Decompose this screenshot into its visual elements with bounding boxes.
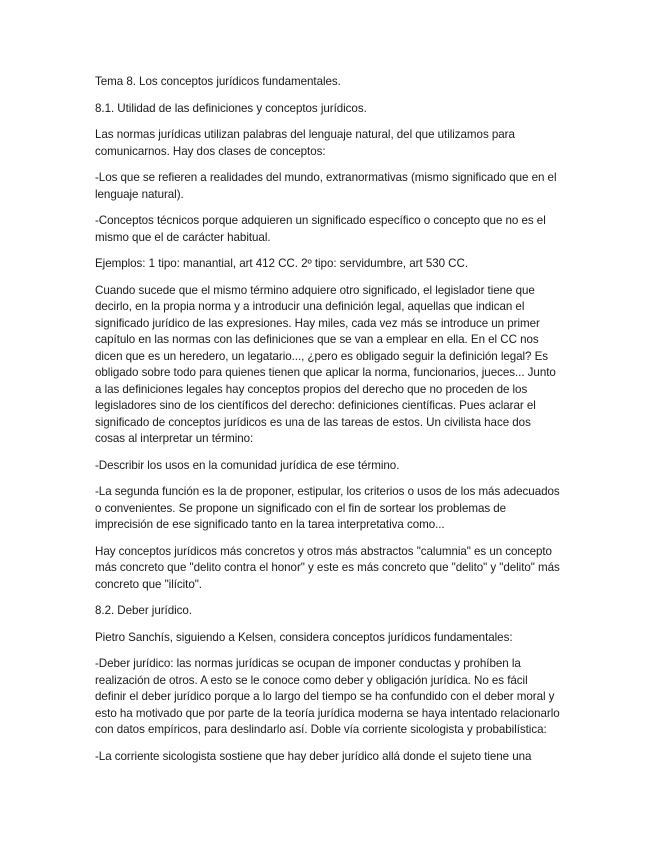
paragraph-describe-uses: -Describir los usos en la comunidad jurídica de ese término. [95, 458, 400, 472]
paragraph-extranormative: -Los que se refieren a realidades del mundo, extranormativas (mismo significado que en el lenguaje natural). [95, 171, 557, 201]
paragraph-deber-juridico: -Deber jurídico: las normas jurídicas se ocupan de imponer conductas y prohíben la realización de otros. A esto se le conoce como deber y obligación jurídica. No es fácil definir el deber jurídico porque a lo largo del tiempo se ha confundido con el deber moral y esto ha motivado que por parte de la teoría jurídica moderna se haya intentado relacionarlo con datos empíricos, para deslindarlo así. Doble vía corriente sicologista y probabilística: [95, 657, 560, 736]
section-heading-8-2: 8.2. Deber jurídico. [95, 604, 192, 617]
paragraph-legal-definitions: Cuando sucede que el mismo término adquiere otro significado, el legislador tiene que decirlo, en la propia norma y a introducir una definición legal, aquellas que indican el significado jurídico de las expresiones. Hay miles, cada vez más se introduce un primer capítulo en las normas con las definiciones que se van a emplear en ella. En el CC nos dicen que es un heredero, un legatario..., ¿pero es obligado seguir la definición legal? Es obligado sobre todo para quienes tienen que aplicar la norma, funcionarios, jueces... Junto a las definiciones legales hay conceptos propios del derecho que no proceden de los legisladores sino de los científicos del derecho: definiciones científicas. Pues aclarar el significado de conceptos jurídicos es una de las tareas de estos. Un civilista hace dos cosas al interpretar un término: [95, 283, 556, 445]
paragraph-examples: Ejemplos: 1 tipo: manantial, art 412 CC. 2º tipo: servidumbre, art 530 CC. [95, 257, 468, 270]
document-title: Tema 8. Los conceptos jurídicos fundamentales. [95, 75, 341, 88]
paragraph-pietro-sanchis: Pietro Sanchís, siguiendo a Kelsen, considera conceptos jurídicos fundamentales: [95, 630, 513, 644]
section-heading-8-1: 8.1. Utilidad de las definiciones y conceptos jurídicos. [95, 101, 367, 115]
paragraph-natural-language: Las normas jurídicas utilizan palabras del lenguaje natural, del que utilizamos para comunicarnos. Hay dos clases de conceptos: [95, 128, 515, 158]
paragraph-corriente-sicologista: -La corriente sicologista sostiene que hay deber jurídico allá donde el sujeto tiene una [95, 749, 532, 763]
paragraph-concrete-abstract: Hay conceptos jurídicos más concretos y otros más abstractos "calumnia" es un concepto más concreto que "delito contra el honor" y este es más concreto que "delito" y "delito" más concreto que "ilícito". [95, 544, 560, 591]
paragraph-second-function: -La segunda función es la de proponer, estipular, los criterios o usos de los más adecuados o convenientes. Se propone un significado con el fin de sortear los problemas de imprecisión de ese significado tanto en la tarea interpretativa como... [95, 485, 560, 531]
document-body [95, 74, 561, 775]
paragraph-technical-concepts: -Conceptos técnicos porque adquieren un significado específico o concepto que no es el mismo que el de carácter habitual. [95, 214, 546, 244]
